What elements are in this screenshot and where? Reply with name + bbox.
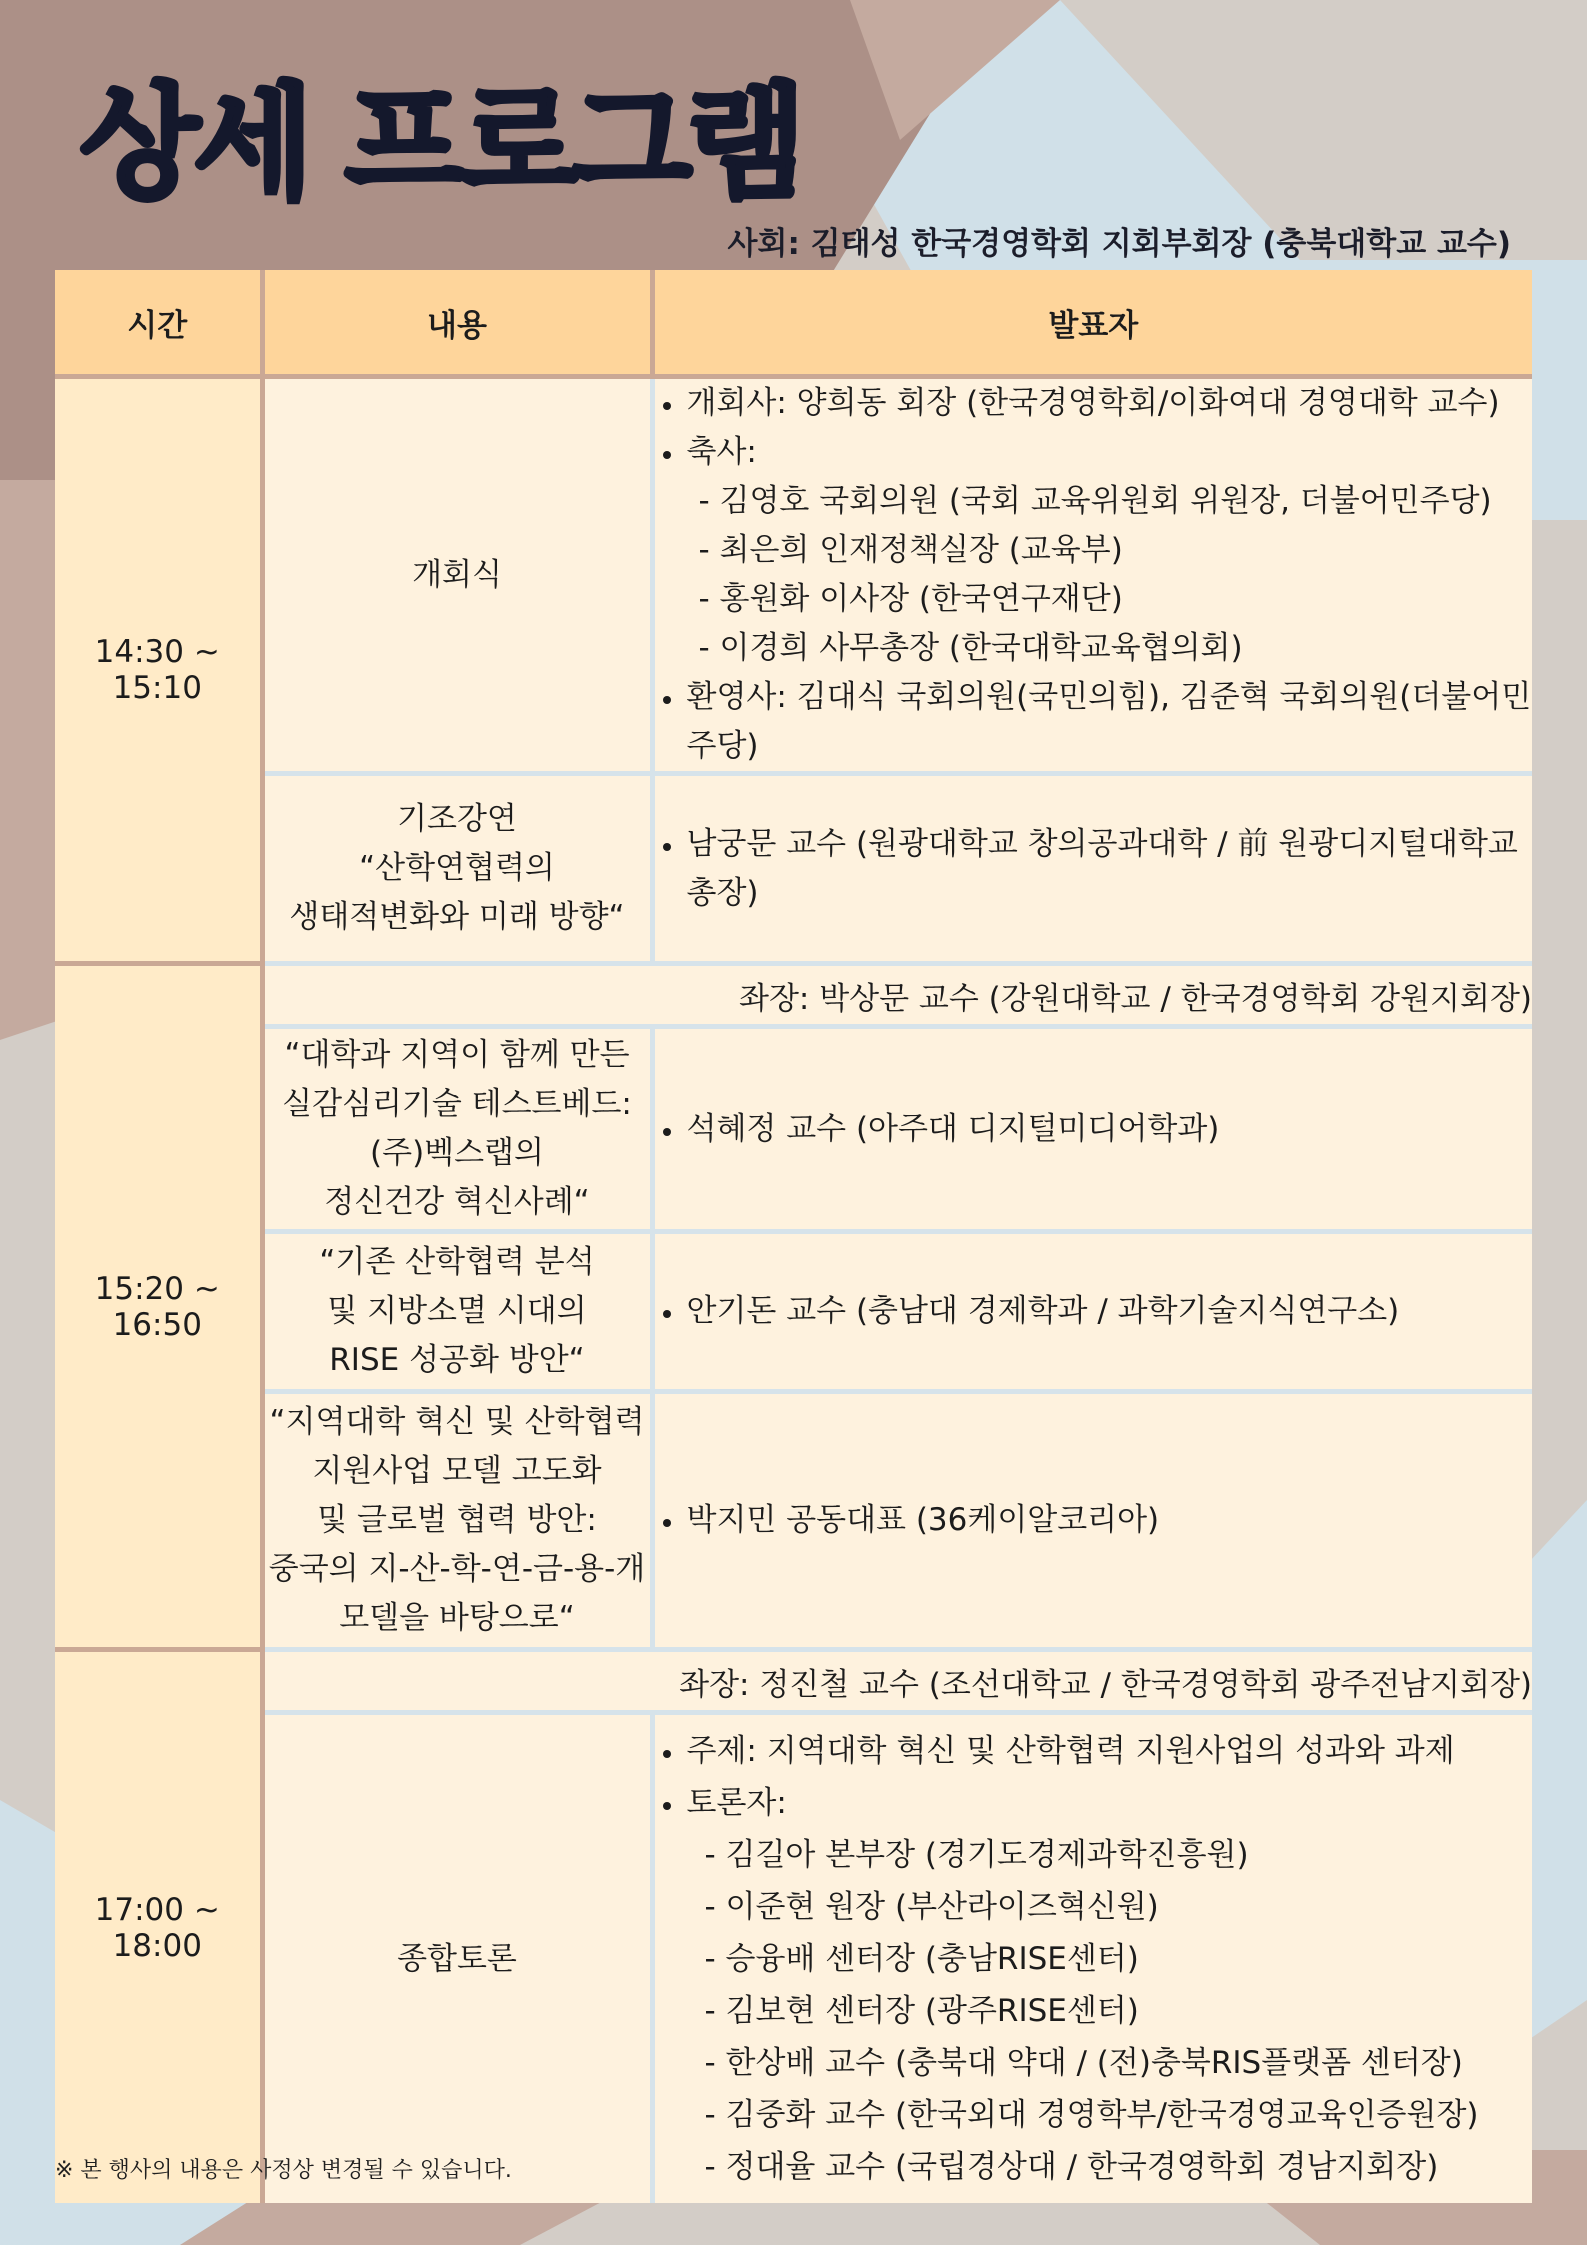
program-table xyxy=(55,270,1532,2203)
speaker-cell-talk-1 xyxy=(652,1027,1532,1232)
speaker-cell-keynote xyxy=(652,774,1532,964)
table-row xyxy=(55,1713,1532,2204)
congrats-list xyxy=(685,428,1533,673)
header-time: 시간 xyxy=(55,270,262,377)
keynote-line: “산학연협력의 xyxy=(359,850,555,886)
congrats-item: - 홍원화 이사장 (한국연구재단) xyxy=(698,581,1123,617)
talk-line: 및 지방소멸 시대의 xyxy=(327,1293,587,1329)
opening-address: • 개회사: 양희동 회장 (한국경영학회/이화여대 경영대학 교수) xyxy=(685,379,1533,428)
talk-3-speaker: • 박지민 공동대표 (36케이알코리아) xyxy=(685,1496,1533,1545)
keynote-line: 기조강연 xyxy=(397,801,517,837)
panelist: - 김길아 본부장 (경기도경제과학진흥원) xyxy=(704,1837,1249,1873)
congrats-item: - 최은희 인재정책실장 (교육부) xyxy=(698,532,1123,568)
content-talk-1 xyxy=(262,1027,652,1232)
talk-line: 모델을 바탕으로“ xyxy=(339,1600,575,1636)
talk-line: “기존 산학협력 분석 xyxy=(319,1244,595,1280)
table-row xyxy=(55,377,1532,774)
table-row xyxy=(55,964,1532,1027)
talk-line: 실감심리기술 테스트베드: xyxy=(282,1086,632,1122)
talk-line: 및 글로벌 협력 방안: xyxy=(317,1502,597,1538)
talk-line: 정신건강 혁신사례“ xyxy=(324,1184,590,1220)
talk-1-speaker: • 석혜정 교수 (아주대 디지털미디어학과) xyxy=(685,1105,1533,1154)
congrats-item: - 김영호 국회의원 (국회 교육위원회 위원장, 더불어민주당) xyxy=(698,483,1492,519)
talk-line: “지역대학 혁신 및 산학협력 xyxy=(269,1404,645,1440)
panelist: - 정대율 교수 (국립경상대 / 한국경영학회 경남지회장) xyxy=(704,2149,1439,2185)
host-info: 사회: 김태성 한국경영학회 지회부회장 (충북대학교 교수) xyxy=(727,226,1511,262)
speaker-cell-talk-2 xyxy=(652,1232,1532,1392)
content-panel-discussion: 종합토론 xyxy=(262,1713,652,2204)
talk-line: “대학과 지역이 함께 만든 xyxy=(284,1037,630,1073)
session-2-chair: 좌장: 박상문 교수 (강원대학교 / 한국경영학회 강원지회장) xyxy=(262,964,1532,1027)
time-cell-session-1: 14:30 ~ 15:10 xyxy=(55,377,262,964)
panelist: - 이준현 원장 (부산라이즈혁신원) xyxy=(704,1889,1159,1925)
congrats-label: 축사: xyxy=(686,434,757,470)
content-keynote xyxy=(262,774,652,964)
panelist: - 김보현 센터장 (광주RISE센터) xyxy=(704,1993,1139,2029)
speaker-cell-opening xyxy=(652,377,1532,774)
talk-line: 지원사업 모델 고도화 xyxy=(312,1453,602,1489)
keynote-line: 생태적변화와 미래 방향“ xyxy=(289,899,625,935)
content-opening-ceremony: 개회식 xyxy=(262,377,652,774)
table-row xyxy=(55,1392,1532,1650)
content-talk-2 xyxy=(262,1232,652,1392)
header-content: 내용 xyxy=(262,270,652,377)
talk-2-speaker: • 안기돈 교수 (충남대 경제학과 / 과학기술지식연구소) xyxy=(685,1287,1533,1336)
header-speaker: 발표자 xyxy=(652,270,1532,377)
congrats-item: - 이경희 사무총장 (한국대학교육협의회) xyxy=(698,630,1243,666)
panel-topic: • 주제: 지역대학 혁신 및 산학협력 지원사업의 성과와 과제 xyxy=(685,1725,1533,1777)
talk-line: 중국의 지-산-학-연-금-용-개 xyxy=(268,1551,646,1587)
table-row xyxy=(55,1027,1532,1232)
panel-list xyxy=(685,1777,1533,2193)
content-talk-3 xyxy=(262,1392,652,1650)
talk-line: RISE 성공화 방안“ xyxy=(329,1342,585,1378)
table-header-row xyxy=(55,270,1532,377)
panel-label: 토론자: xyxy=(686,1785,787,1821)
page-title: 상세 프로그램 xyxy=(80,72,800,216)
session-3-chair: 좌장: 정진철 교수 (조선대학교 / 한국경영학회 광주전남지회장) xyxy=(262,1650,1532,1713)
speaker-cell-panel xyxy=(652,1713,1532,2204)
table-row xyxy=(55,1232,1532,1392)
panelist: - 한상배 교수 (충북대 약대 / (전)충북RIS플랫폼 센터장) xyxy=(704,2045,1463,2081)
table-row xyxy=(55,774,1532,964)
welcome-speech: • 환영사: 김대식 국회의원(국민의힘), 김준혁 국회의원(더불어민주당) xyxy=(685,673,1533,771)
footnote: ※ 본 행사의 내용은 사정상 변경될 수 있습니다. xyxy=(55,2158,512,2183)
keynote-speaker: • 남궁문 교수 (원광대학교 창의공과대학 / 前 원광디지털대학교 총장) xyxy=(685,820,1533,918)
talk-line: (주)벡스랩의 xyxy=(370,1135,544,1171)
time-cell-session-2: 15:20 ~ 16:50 xyxy=(55,964,262,1650)
time-cell-session-3: 17:00 ~ 18:00 xyxy=(55,1650,262,2204)
panelist: - 김중화 교수 (한국외대 경영학부/한국경영교육인증원장) xyxy=(704,2097,1479,2133)
panelist: - 승융배 센터장 (충남RISE센터) xyxy=(704,1941,1139,1977)
table-row xyxy=(55,1650,1532,1713)
speaker-cell-talk-3 xyxy=(652,1392,1532,1650)
